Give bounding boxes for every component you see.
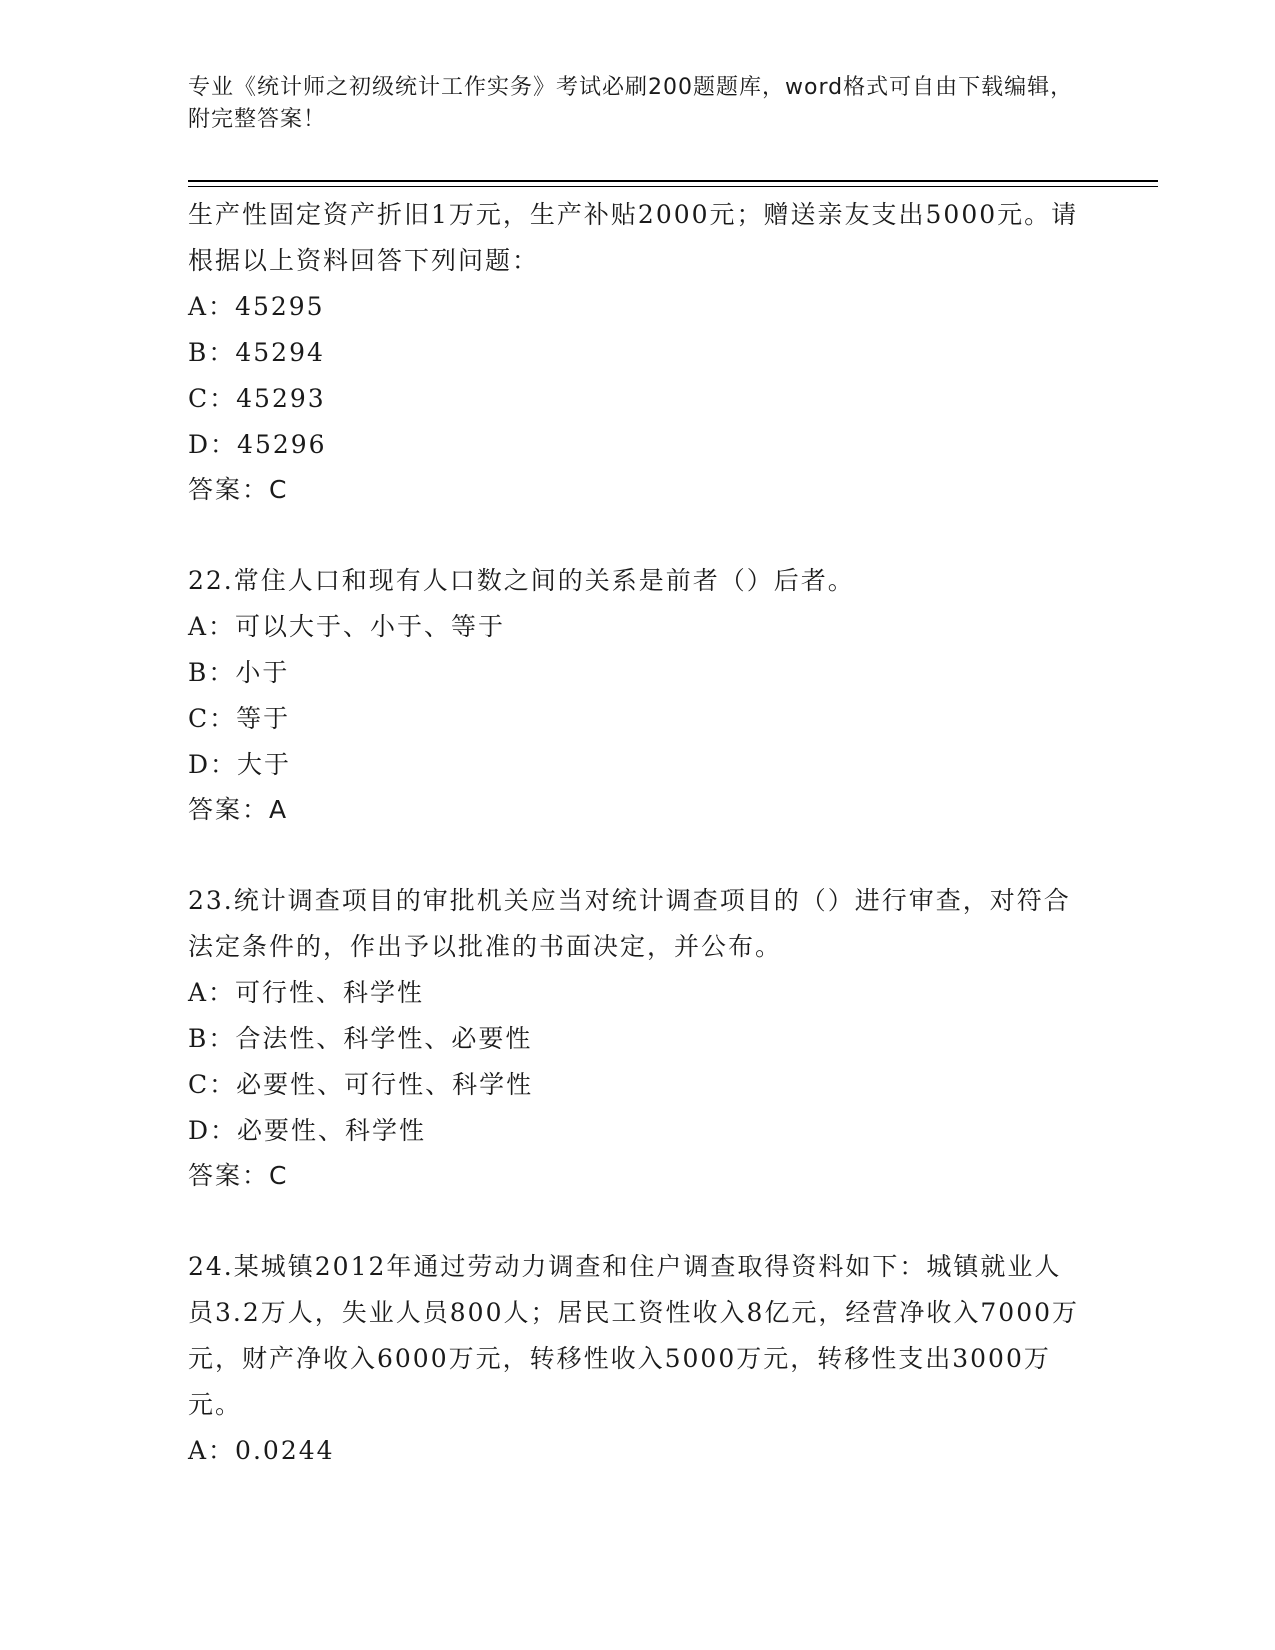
option-d: D：必要性、科学性 [188,1116,427,1145]
option-a: A：可行性、科学性 [188,978,425,1007]
option-b: B：45294 [188,338,325,367]
answer-line: 答案：C [188,475,289,504]
header-rule-thick [188,180,1158,182]
option-c: C：必要性、可行性、科学性 [188,1070,534,1099]
question-block-continued [188,192,1088,512]
header-rule-thin [188,186,1158,187]
option-a: A：0.0244 [188,1436,335,1465]
document-header [188,72,1088,136]
option-d: D：45296 [188,430,327,459]
option-a: A：45295 [188,292,325,321]
question-block-22 [188,558,1088,832]
option-b: B：小于 [188,658,290,687]
option-c: C：等于 [188,704,291,733]
document-body [188,192,1088,1474]
answer-line: 答案：C [188,1161,289,1190]
question-block-23 [188,878,1088,1198]
option-b: B：合法性、科学性、必要性 [188,1024,533,1053]
question-block-24 [188,1244,1088,1474]
question-stem: 22.常住人口和现有人口数之间的关系是前者（）后者。 [188,566,855,595]
question-stem: 生产性固定资产折旧1万元，生产补贴2000元；赠送亲友支出5000元。请根据以上资料回答下列问题： [188,200,1079,275]
question-stem: 23.统计调查项目的审批机关应当对统计调查项目的（）进行审查，对符合法定条件的，作出予以批准的书面决定，并公布。 [188,886,1071,961]
header-title: 专业《统计师之初级统计工作实务》考试必刷200题题库，word格式可自由下载编辑，附完整答案！ [188,75,1074,132]
question-stem: 24.某城镇2012年通过劳动力调查和住户调查取得资料如下：城镇就业人员3.2万人，失业人员800人；居民工资性收入8亿元，经营净收入7000万元，财产净收入6000万元，转移性收入5000万元，转移性支出3000万元。 [188,1252,1080,1419]
option-a: A：可以大于、小于、等于 [188,612,506,641]
option-d: D：大于 [188,750,292,779]
option-c: C：45293 [188,384,326,413]
answer-line: 答案：A [188,795,289,824]
